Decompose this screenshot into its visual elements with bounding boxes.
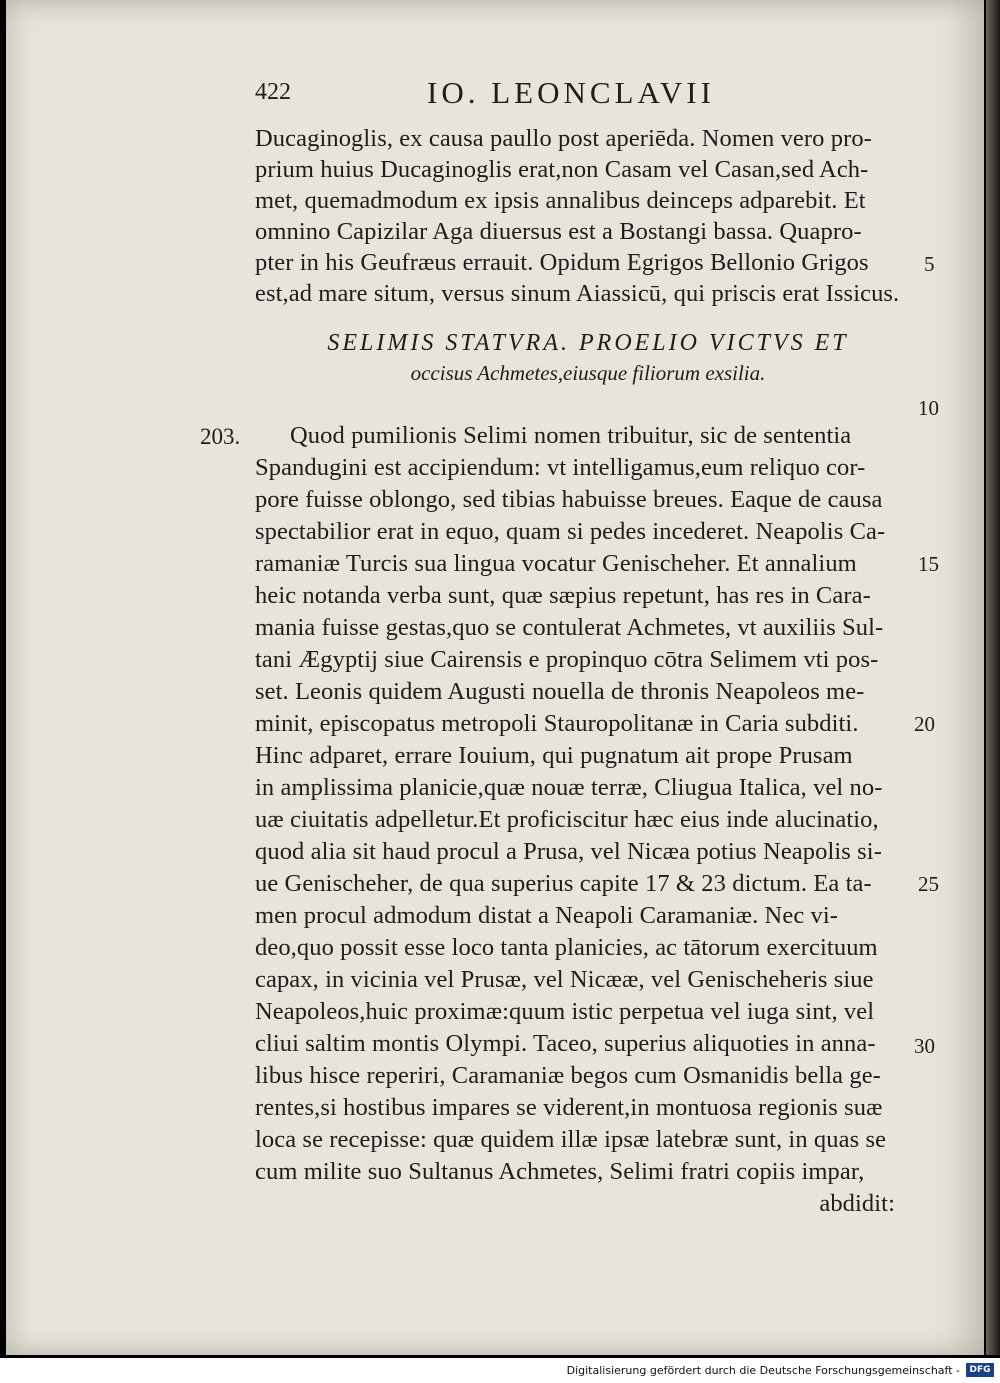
section-number: 203.	[200, 424, 241, 449]
text-line: est,ad mare situm, versus sinum Aiassicū, qui priscis erat Issicus.	[255, 280, 900, 307]
text-line: Spandugini est accipiendum: vt intelligamus,eum reliquo cor-	[255, 454, 866, 481]
text-line: Hinc adparet, errare Iouium, qui pugnatum ait prope Prusam	[255, 742, 853, 769]
running-head	[255, 75, 775, 115]
page-number: 422	[255, 79, 291, 105]
margin-line-number: 30	[914, 1034, 935, 1058]
text-line: pter in his Geufræus errauit. Opidum Egrigos Bellonio Grigos	[255, 249, 869, 276]
text-line: Quod pumilionis Selimi nomen tribuitur, sic de sententia	[290, 422, 852, 449]
text-line: tani Ægyptij siue Cairensis e propinquo cōtra Selimem vti pos-	[255, 646, 879, 673]
text-line: libus hisce reperiri, Caramaniæ begos cum Osmanidis bella ge-	[255, 1062, 881, 1089]
heading-line-1: SELIMIS STATVRA. PROELIO VICTVS ET	[327, 330, 849, 356]
text-line: set. Leonis quidem Augusti nouella de thronis Neapoleos me-	[255, 678, 865, 705]
margin-line-number: 5	[924, 252, 935, 276]
text-line: spectabilior erat in equo, quam si pedes incederet. Neapolis Ca-	[255, 518, 886, 545]
text-line: men procul admodum distat a Neapoli Caramaniæ. Nec vi-	[255, 902, 839, 929]
text-line: mania fuisse gestas,quo se contulerat Achmetes, vt auxiliis Sul-	[255, 614, 884, 641]
section-heading	[268, 330, 908, 386]
text-line: prium huius Ducaginoglis erat,non Casam vel Casan,sed Ach-	[255, 156, 869, 183]
text-line: pore fuisse oblongo, sed tibias habuisse breues. Eaque de causa	[255, 486, 883, 513]
text-line: uæ ciuitatis adpelletur.Et proficiscitur hæc eius inde alucinatio,	[255, 806, 879, 833]
text-line: heic notanda verba sunt, quæ sæpius repetunt, has res in Cara-	[255, 582, 871, 609]
page-edge-shadow	[986, 0, 1000, 1355]
catchword: abdidit:	[819, 1190, 895, 1217]
text-line: Ducaginoglis, ex causa paullo post aperiēda. Nomen vero pro-	[255, 125, 872, 152]
margin-line-number: 25	[918, 872, 939, 896]
text-line: Neapoleos,huic proximæ:quum istic perpetua vel iuga sint, vel	[255, 998, 875, 1025]
text-line: capax, in vicinia vel Prusæ, vel Nicææ, vel Genischeheris siue	[255, 966, 874, 993]
heading-line-2: occisus Achmetes,eiusque filiorum exsilia.	[410, 361, 766, 385]
margin-line-number: 20	[914, 712, 935, 736]
text-line: cum milite suo Sultanus Achmetes, Selimi fratri copiis impar,	[255, 1158, 865, 1185]
margin-line-number: 15	[918, 552, 939, 576]
text-line: rentes,si hostibus impares se viderent,in montuosa regionis suæ	[255, 1094, 883, 1121]
text-line: loca se recepisse: quæ quidem illæ ipsæ latebræ sunt, in quas se	[255, 1126, 887, 1153]
text-line: met, quemadmodum ex ipsis annalibus deinceps adparebit. Et	[255, 187, 866, 214]
text-line: deo,quo possit esse loco tanta planicies, ac tātorum exercituum	[255, 934, 878, 961]
text-line: in amplissima planicie,quæ nouæ terræ, Cliugua Italica, vel no-	[255, 774, 883, 801]
text-line: cliui saltim montis Olympi. Taceo, superius aliquoties in anna-	[255, 1030, 876, 1057]
text-line: omnino Capizilar Aga diuersus est a Bostangi bassa. Quapro-	[255, 218, 862, 245]
footer-bar	[0, 1358, 1000, 1383]
dfg-logo: DFG	[966, 1363, 994, 1377]
text-line: minit, episcopatus metropoli Stauropolitanæ in Caria subditi.	[255, 710, 859, 737]
running-title: IO. LEONCLAVII	[427, 75, 715, 110]
text-line: quod alia sit haud procul a Prusa, vel Nicæa potius Neapolis si-	[255, 838, 882, 865]
text-line: ramaniæ Turcis sua lingua vocatur Genischeher. Et annalium	[255, 550, 857, 577]
margin-line-number: 10	[918, 396, 939, 420]
funding-credit: Digitalisierung gefördert durch die Deutsche Forschungsgemeinschaft -	[566, 1364, 960, 1377]
text-line: ue Genischeher, de qua superius capite 17 & 23 dictum. Ea ta-	[255, 870, 872, 897]
